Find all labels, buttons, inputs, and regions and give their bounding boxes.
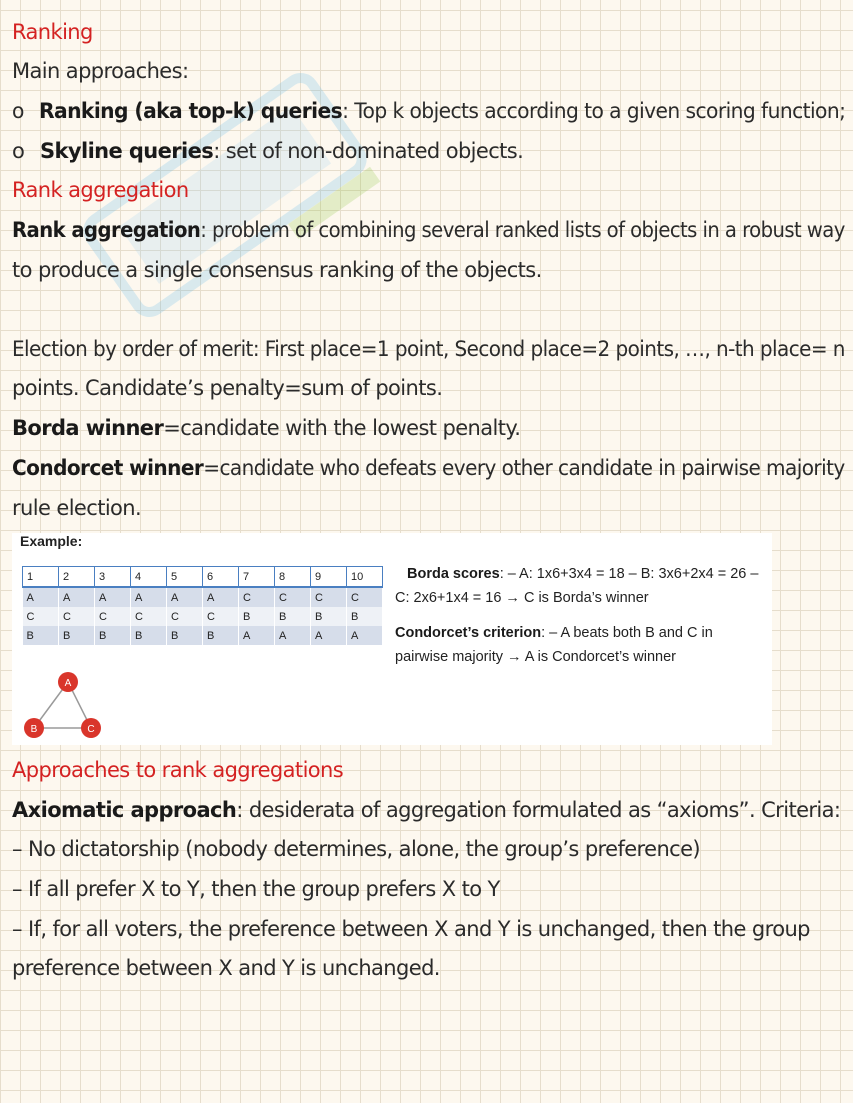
borda-winner-desc: =candidate with the lowest penalty. [163,416,521,440]
table-cell: C [239,587,275,607]
condorcet-winner-definition-cont: rule election. [12,496,142,520]
table-cell: B [239,607,275,626]
table-cell: A [239,626,275,645]
table-header-cell: 10 [347,567,383,588]
heading-approaches: Approaches to rank aggregations [12,758,344,782]
axiomatic-approach-definition [12,790,843,830]
table-cell: B [275,607,311,626]
borda-winner-term: Borda winner [12,416,164,440]
table-cell: B [203,626,239,645]
example-title: Example: [20,533,83,549]
table-header-row [23,567,383,588]
table-header-cell: 2 [59,567,95,588]
bullet-ranking-queries [12,91,846,131]
table-cell: C [203,607,239,626]
axiomatic-approach-desc: : desiderata of aggregation formulated as “axioms”. Criteria: [236,798,841,822]
table-row [23,587,383,607]
table-cell: B [23,626,59,645]
table-cell: A [203,587,239,607]
ranking-queries-term: Ranking (aka top-k) queries [38,99,343,123]
condorcet-criterion-line2: pairwise majority → A is Condorcet’s winner [395,649,676,665]
table-cell: C [95,607,131,626]
table-cell: A [59,587,95,607]
borda-scores-line1 [407,562,758,586]
condorcet-winner-term: Condorcet winner [12,456,204,480]
rank-aggregation-definition-cont: to produce a single consensus ranking of the objects. [12,258,542,282]
skyline-queries-desc: : set of non-dominated objects. [213,139,524,163]
table-cell: A [347,626,383,645]
condorcet-criterion-label: Condorcet’s criterion [395,625,542,641]
borda-winner-definition [12,408,843,448]
table-header-cell: 7 [239,567,275,588]
criterion-item: preference between X and Y is unchanged. [12,956,440,980]
table-cell: A [95,587,131,607]
heading-rank-aggregation: Rank aggregation [12,178,189,202]
borda-scores-line2: C: 2x6+1x4 = 16 → C is Borda’s winner [395,590,649,606]
table-header-cell: 1 [23,567,59,588]
table-cell: C [347,587,383,607]
example-figure [12,533,772,745]
borda-scores-values: : – A: 1x6+3x4 = 18 – B: 3x6+2x4 = 26 – [499,566,759,582]
table-cell: B [131,626,167,645]
table-cell: C [59,607,95,626]
table-cell: B [167,626,203,645]
table-cell: A [311,626,347,645]
table-cell: A [23,587,59,607]
bullet-skyline-queries [12,131,843,171]
borda-scores-label: Borda scores [407,566,500,582]
table-cell: C [23,607,59,626]
table-cell: C [275,587,311,607]
condorcet-criterion-line1 [395,621,713,645]
table-cell: C [131,607,167,626]
main-approaches-text: Main approaches: [12,59,189,83]
bullet-marker: o [12,99,24,123]
table-cell: B [59,626,95,645]
table-header-cell: 8 [275,567,311,588]
table-row [23,607,383,626]
table-header-cell: 5 [167,567,203,588]
condorcet-criterion-text: : – A beats both B and C in [541,625,713,641]
graph-node-label: B [30,724,38,735]
table-cell: A [167,587,203,607]
table-cell: C [167,607,203,626]
table-row [23,626,383,645]
criterion-item: – If all prefer X to Y, then the group prefers X to Y [12,877,500,901]
election-text-line2: points. Candidate’s penalty=sum of points. [12,376,443,400]
heading-ranking: Ranking [12,20,93,44]
table-header-cell: 3 [95,567,131,588]
table-cell: C [311,587,347,607]
axiomatic-approach-term: Axiomatic approach [12,798,237,822]
skyline-queries-term: Skyline queries [40,139,214,163]
table-header-cell: 4 [131,567,167,588]
condorcet-winner-definition [12,448,845,488]
table-cell: B [311,607,347,626]
election-text-line1: Election by order of merit: First place=1 point, Second place=2 points, …, n-th place= n [12,337,845,361]
table-header-cell: 9 [311,567,347,588]
table-header-cell: 6 [203,567,239,588]
graph-node-label: C [87,724,95,735]
criterion-item: – If, for all voters, the preference between X and Y is unchanged, then the group [12,917,810,941]
rank-aggregation-definition [12,210,845,250]
rank-aggregation-term: Rank aggregation [12,218,201,242]
rank-aggregation-desc: : problem of combining several ranked lists of objects in a robust way [200,218,845,242]
condorcet-winner-desc: =candidate who defeats every other candidate in pairwise majority [203,456,845,480]
votes-table [22,566,383,645]
bullet-marker: o [12,139,25,163]
ranking-queries-desc: : Top k objects according to a given scoring function; [342,99,846,123]
table-cell: B [95,626,131,645]
table-cell: A [131,587,167,607]
criterion-item: – No dictatorship (nobody determines, alone, the group’s preference) [12,837,701,861]
preference-graph [20,666,110,744]
table-cell: A [275,626,311,645]
graph-node-label: A [64,678,72,689]
table-cell: B [347,607,383,626]
